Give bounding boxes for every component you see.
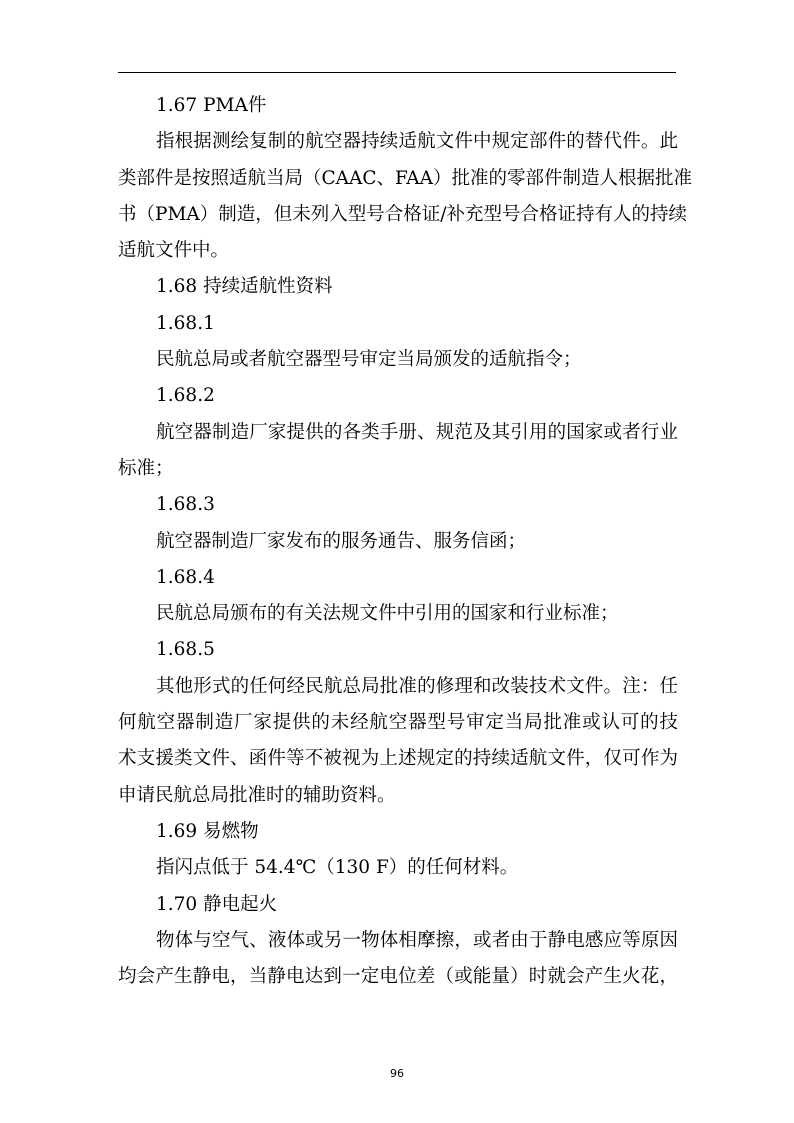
paragraph-1-68-2 <box>118 415 678 488</box>
section-heading-1-67 <box>118 88 678 124</box>
section-heading-1-70 <box>118 887 678 923</box>
section-heading-1-68-5 <box>118 632 678 668</box>
paragraph-line: 其他形式的任何经民航总局批准的修理和改装技术文件。注：任 <box>156 675 678 697</box>
heading-line: 1.68.1 <box>156 312 215 334</box>
heading-line: 1.70 静电起火 <box>156 893 278 915</box>
paragraph-1-68-1 <box>118 342 678 378</box>
paragraph-line: 申请民航总局批准时的辅助资料。 <box>118 784 396 806</box>
heading-line: 1.68.5 <box>156 639 215 661</box>
paragraph-1-68-4 <box>118 596 678 632</box>
paragraph-1-68-3 <box>118 524 678 560</box>
heading-line: 1.69 易燃物 <box>156 820 259 842</box>
section-heading-1-69 <box>118 814 678 850</box>
section-heading-1-68-1 <box>118 306 678 342</box>
paragraph-line: 书（PMA）制造，但未列入型号合格证/补充型号合格证持有人的持续 <box>118 203 687 225</box>
paragraph-line: 指闪点低于 54.4℃（130 F）的任何材料。 <box>156 857 519 879</box>
paragraph-1-67 <box>118 124 692 269</box>
paragraph-line: 适航文件中。 <box>118 240 230 262</box>
heading-line: 1.68 持续适航性资料 <box>156 276 333 298</box>
paragraph-line: 术支援类文件、函件等不被视为上述规定的持续适航文件，仅可作为 <box>118 748 678 770</box>
heading-line: 1.68.2 <box>156 385 215 407</box>
page-number: 96 <box>390 1067 404 1080</box>
paragraph-line: 类部件是按照适航当局（CAAC、FAA）批准的零部件制造人根据批准 <box>118 167 692 189</box>
paragraph-line: 指根据测绘复制的航空器持续适航文件中规定部件的替代件。此 <box>156 131 678 153</box>
paragraph-line: 航空器制造厂家发布的服务通告、服务信函； <box>156 530 527 552</box>
paragraph-1-68-5 <box>118 669 678 814</box>
paragraph-line: 航空器制造厂家提供的各类手册、规范及其引用的国家或者行业 <box>156 421 678 443</box>
heading-line: 1.68.4 <box>156 566 215 588</box>
paragraph-line: 均会产生静电，当静电达到一定电位差（或能量）时就会产生火花， <box>118 966 678 988</box>
paragraph-line: 何航空器制造厂家提供的未经航空器型号审定当局批准或认可的技 <box>118 712 678 734</box>
paragraph-line: 物体与空气、液体或另一物体相摩擦，或者由于静电感应等原因 <box>156 929 678 951</box>
section-heading-1-68-3 <box>118 487 678 523</box>
paragraph-1-70 <box>118 923 678 996</box>
header-rule <box>118 72 676 73</box>
heading-line: 1.67 PMA件 <box>156 95 267 116</box>
section-heading-1-68 <box>118 269 678 305</box>
paragraph-line: 标准； <box>118 457 174 479</box>
document-body <box>118 88 692 995</box>
paragraph-line: 民航总局或者航空器型号审定当局颁发的适航指令； <box>156 349 582 371</box>
heading-line: 1.68.3 <box>156 494 215 516</box>
paragraph-line: 民航总局颁布的有关法规文件中引用的国家和行业标准； <box>156 603 619 625</box>
section-heading-1-68-2 <box>118 378 678 414</box>
section-heading-1-68-4 <box>118 560 678 596</box>
paragraph-1-69 <box>118 850 678 886</box>
